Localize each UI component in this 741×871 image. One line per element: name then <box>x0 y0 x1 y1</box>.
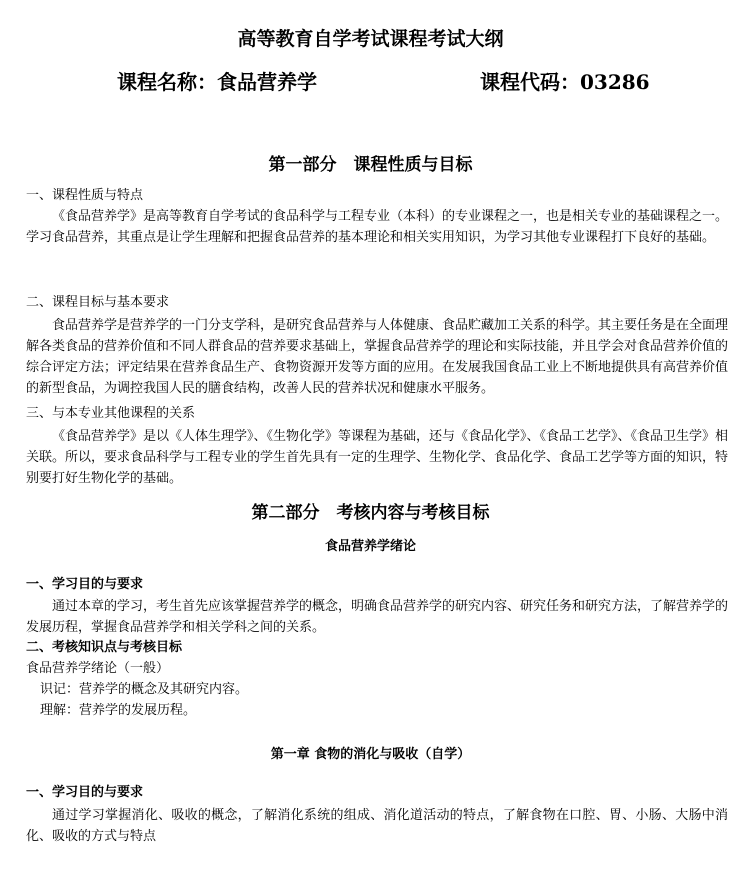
section-paragraph: 《食品营养学》是高等教育自学考试的食品科学与工程专业（本科）的专业课程之一，也是相关专业的基础课程之一。学习食品营养，其重点是让学生理解和把握食品营养的基本理论和相关实用知识，为学习其他专业课程打下良好的基础。 <box>26 209 729 245</box>
section-heading: 三、与本专业其他课程的关系 <box>26 406 196 421</box>
section-heading: 二、课程目标与基本要求 <box>26 295 170 310</box>
chapter-title: 食品营养学绪论 <box>324 539 416 554</box>
part-one-heading: 第一部分 课程性质与目标 <box>268 155 473 175</box>
section-heading: 二、考核知识点与考核目标 <box>26 640 183 655</box>
section-heading: 一、学习目的与要求 <box>26 785 144 800</box>
main-title: 高等教育自学考试课程考试大纲 <box>237 28 504 50</box>
understand-item: 理解：营养学的发展历程。 <box>40 703 197 718</box>
section-paragraph: 食品营养学是营养学的一门分支学科，是研究食品营养与人体健康、食品贮藏加工关系的科学。其主要任务是在全面理解各类食品的营养价值和不同人群食品的营养要求基础上，掌握食品营养学的理论和实际技能，并且学会对食品营养价值的综合评定方法；评定结果在营养食品生产、食物资源开发等方面的应用。在发展我国食品工业上不断地提供具有高营养价值的新型食品，为调控我国人民的膳食结构，改善人民的营养状况和健康水平服务。 <box>26 318 729 396</box>
course-code: 课程代码：03286 <box>480 70 650 94</box>
recall-item: 识记：营养学的概念及其研究内容。 <box>40 682 249 697</box>
section-paragraph: 《食品营养学》是以《人体生理学》、《生物化学》等课程为基础，还与《食品化学》、《食品工艺学》、《食品卫生学》相关联。所以，要求食品科学与工程专业的学生首先具有一定的生理学、生物化学、食品化学、食品工艺学等方面的知识，特别要打好生物化学的基础。 <box>26 429 729 486</box>
course-name: 课程名称：食品营养学 <box>117 70 317 94</box>
section-heading: 一、课程性质与特点 <box>26 188 144 203</box>
section-heading: 一、学习目的与要求 <box>26 577 144 592</box>
section-paragraph: 通过本章的学习，考生首先应该掌握营养学的概念，明确食品营养学的研究内容、研究任务和研究方法，了解营养学的发展历程，掌握食品营养学和相关学科之间的关系。 <box>26 599 729 635</box>
knowledge-topic: 食品营养学绪论（一般） <box>26 661 170 676</box>
chapter-title: 第一章 食物的消化与吸收（自学） <box>270 747 471 762</box>
part-two-heading: 第二部分 考核内容与考核目标 <box>251 503 490 523</box>
section-paragraph: 通过学习掌握消化、吸收的概念，了解消化系统的组成、消化道活动的特点，了解食物在口腔、胃、小肠、大肠中消化、吸收的方式与特点 <box>26 808 728 844</box>
